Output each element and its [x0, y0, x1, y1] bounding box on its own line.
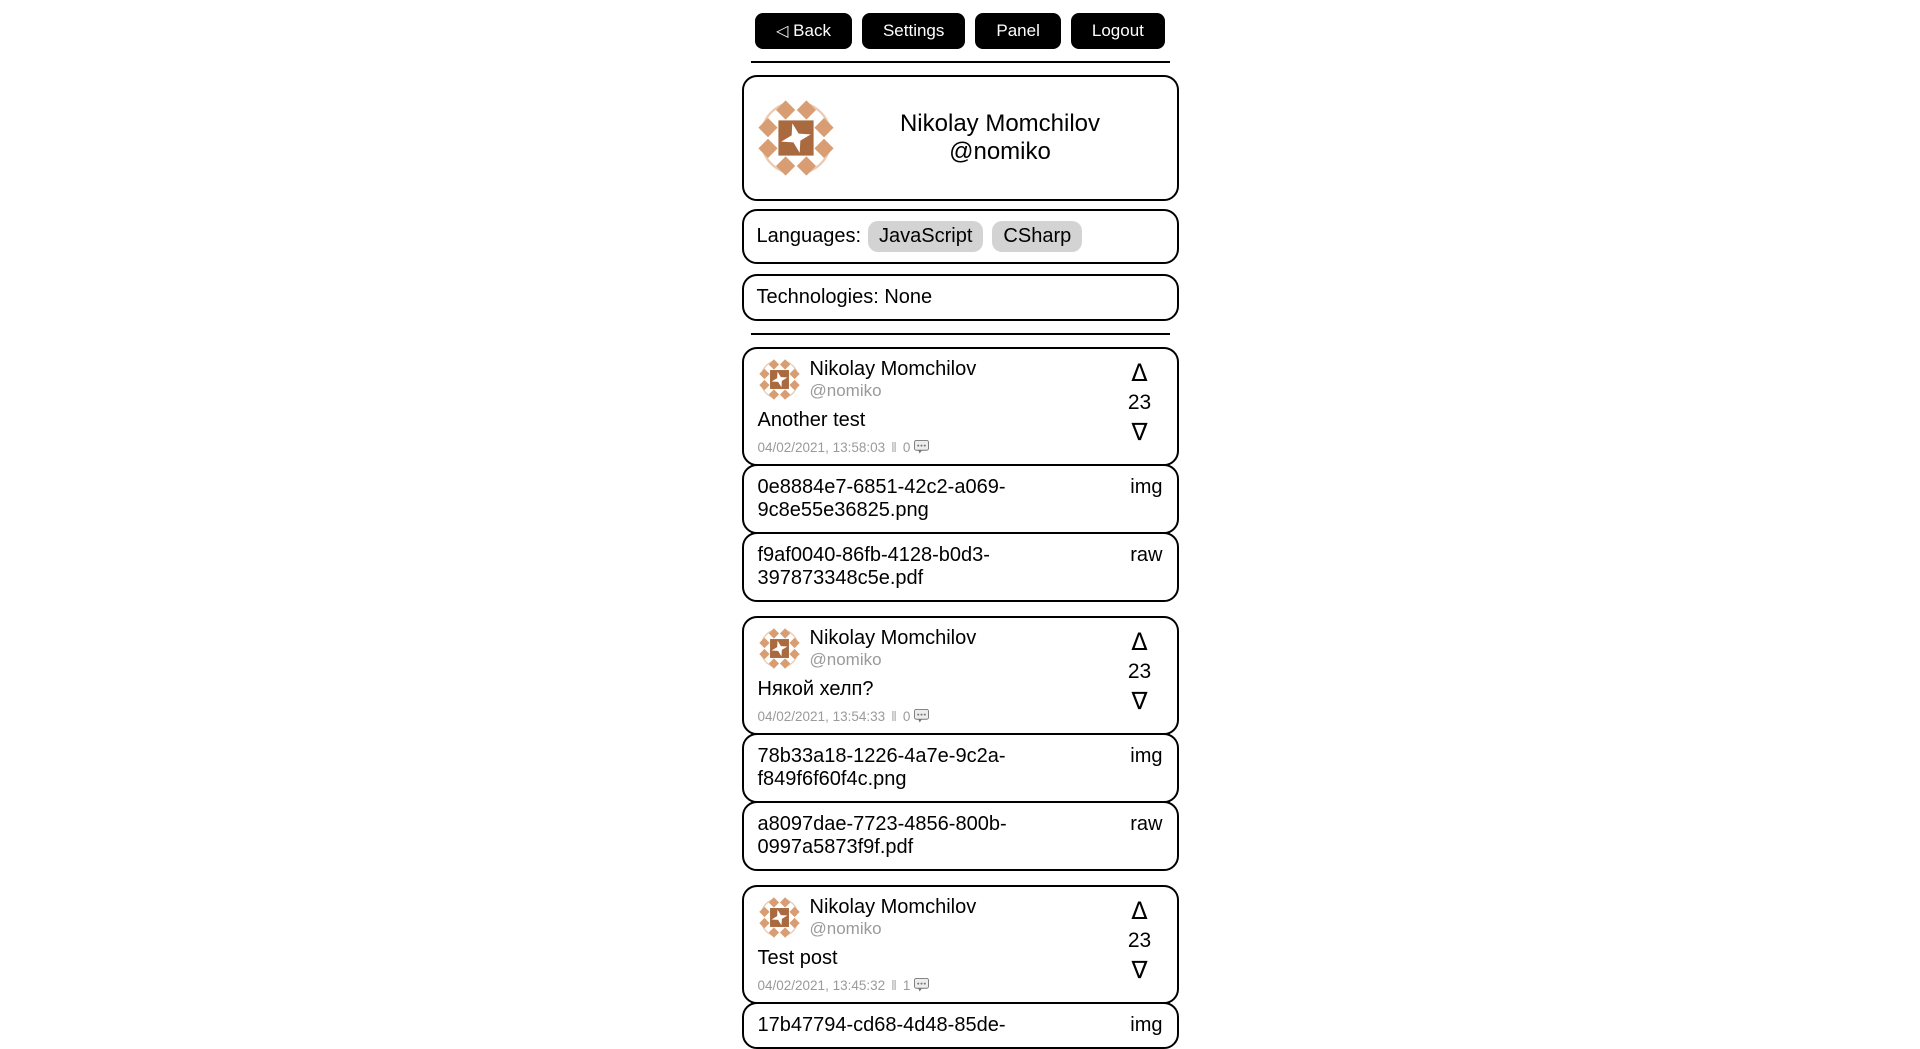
technologies-label: Technologies: None [756, 286, 933, 308]
languages-card [742, 209, 1179, 264]
attachments-list [742, 1002, 1179, 1049]
top-nav [742, 13, 1179, 49]
attachment-type-badge: raw [1130, 544, 1163, 566]
post-card[interactable] [742, 616, 1179, 735]
post-meta [758, 708, 1119, 724]
attachment-filename: 17b47794-cd68-4d48-85de- [757, 1014, 1006, 1036]
attachment-filename: 78b33a18-1226-4a7e-9c2a-f849f6f60f4c.png [757, 745, 1006, 790]
attachment-type-badge: raw [1130, 813, 1163, 835]
upvote-button[interactable]: Δ [1131, 359, 1148, 387]
upvote-button[interactable]: Δ [1131, 897, 1148, 925]
post-timestamp: 04/02/2021, 13:58:03 [757, 439, 886, 455]
post-meta [758, 977, 1119, 993]
post-author-handle: @nomiko [809, 650, 882, 669]
posts-list [742, 347, 1179, 1049]
post-author-block [810, 358, 977, 401]
back-button[interactable] [755, 13, 852, 49]
attachment-type-badge: img [1130, 476, 1163, 498]
post-author-row [758, 627, 1119, 670]
language-tag: JavaScript [868, 221, 983, 252]
attachment-row[interactable] [742, 1002, 1179, 1049]
posts-divider [751, 333, 1170, 335]
attachment-filename: f9af0040-86fb-4128-b0d3-397873348c5e.pdf [757, 544, 990, 589]
post-timestamp: 04/02/2021, 13:54:33 [757, 708, 886, 724]
vote-column [1119, 627, 1163, 724]
post-comment-count: 0 [902, 708, 911, 724]
attachment-row[interactable] [742, 464, 1179, 534]
attachments-list [742, 464, 1179, 602]
meta-separator-icon: ‖ [891, 708, 897, 724]
post-author-name: Nikolay Momchilov [809, 358, 977, 380]
profile-card [742, 75, 1179, 201]
attachment-type-badge: img [1130, 1014, 1163, 1036]
post-card[interactable] [742, 347, 1179, 466]
comment-bubble-icon [914, 440, 929, 454]
attachment-filename: 0e8884e7-6851-42c2-a069-9c8e55e36825.png [757, 476, 1006, 521]
logout-button[interactable]: Logout [1071, 13, 1165, 49]
meta-separator-icon: ‖ [891, 439, 897, 455]
post-author-handle: @nomiko [809, 381, 882, 400]
post-main [758, 358, 1119, 455]
post-author-block [810, 896, 977, 939]
post [742, 885, 1179, 1049]
back-button-label: Back [793, 21, 831, 40]
post-card[interactable] [742, 885, 1179, 1004]
post-author-name: Nikolay Momchilov [809, 896, 977, 918]
post-author-avatar [758, 896, 801, 939]
post-timestamp: 04/02/2021, 13:45:32 [757, 977, 886, 993]
post-meta [758, 439, 1119, 455]
post [742, 347, 1179, 602]
downvote-button[interactable]: ∇ [1131, 956, 1148, 984]
profile-handle: @nomiko [949, 138, 1051, 165]
downvote-button[interactable]: ∇ [1131, 687, 1148, 715]
post [742, 616, 1179, 871]
nav-divider [751, 61, 1170, 63]
vote-column [1119, 896, 1163, 993]
post-comment-count: 0 [902, 439, 911, 455]
post-author-avatar [758, 627, 801, 670]
settings-button[interactable]: Settings [862, 13, 965, 49]
post-author-name: Nikolay Momchilov [809, 627, 977, 649]
profile-avatar [756, 98, 836, 178]
attachment-row[interactable] [742, 801, 1179, 871]
post-author-row [758, 358, 1119, 401]
back-icon: ◁ [776, 23, 789, 40]
post-comment-count: 1 [902, 977, 911, 993]
upvote-button[interactable]: Δ [1131, 628, 1148, 656]
post-title: Another test [757, 409, 866, 431]
comment-bubble-icon [914, 978, 929, 992]
vote-count: 23 [1127, 659, 1152, 683]
post-author-block [810, 627, 977, 670]
post-author-handle: @nomiko [809, 919, 882, 938]
attachment-row[interactable] [742, 733, 1179, 803]
language-tag-list [868, 221, 1082, 252]
attachment-filename: a8097dae-7723-4856-800b-0997a5873f9f.pdf [757, 813, 1007, 858]
post-main [758, 896, 1119, 993]
attachment-type-badge: img [1130, 745, 1163, 767]
technologies-card [742, 274, 1179, 321]
vote-count: 23 [1127, 928, 1152, 952]
languages-label: Languages: [756, 225, 862, 247]
profile-name-block [836, 110, 1165, 166]
post-author-avatar [758, 358, 801, 401]
language-tag: CSharp [992, 221, 1082, 252]
vote-count: 23 [1127, 390, 1152, 414]
downvote-button[interactable]: ∇ [1131, 418, 1148, 446]
post-title: Някой хелп? [757, 678, 874, 700]
meta-separator-icon: ‖ [891, 977, 897, 993]
attachment-row[interactable] [742, 532, 1179, 602]
post-main [758, 627, 1119, 724]
post-author-row [758, 896, 1119, 939]
comment-bubble-icon [914, 709, 929, 723]
attachments-list [742, 733, 1179, 871]
panel-button[interactable]: Panel [975, 13, 1060, 49]
post-title: Test post [757, 947, 838, 969]
profile-name: Nikolay Momchilov [899, 110, 1101, 137]
profile-page [742, 13, 1179, 1049]
vote-column [1119, 358, 1163, 455]
